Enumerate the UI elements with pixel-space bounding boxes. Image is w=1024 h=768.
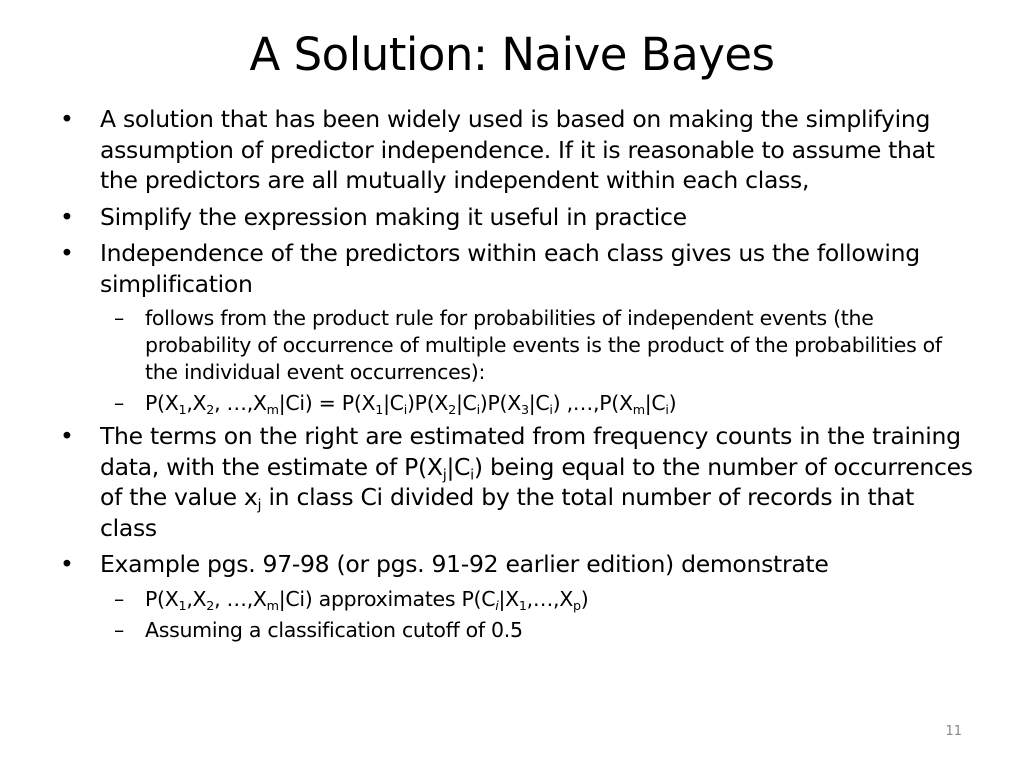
bullet-text: Example pgs. 97-98 (or pgs. 91-92 earlier edition) demonstrate	[100, 550, 829, 578]
bullet-icon: •	[60, 105, 74, 133]
bullet-text: Assuming a classification cutoff of 0.5	[145, 617, 523, 642]
sub-bullet-item	[55, 586, 975, 613]
sub-bullet-item	[55, 305, 975, 386]
dash-icon: –	[114, 391, 124, 415]
dash-icon: –	[114, 306, 124, 330]
bullet-icon: •	[60, 202, 74, 231]
dash-icon: –	[114, 586, 124, 611]
bullet-text: Simplify the expression making it useful in practice	[100, 202, 687, 231]
page-number: 11	[945, 724, 962, 739]
dash-icon: –	[114, 617, 124, 642]
bullet-list	[55, 104, 975, 648]
bullet-item	[55, 202, 975, 233]
slide-title: A Solution: Naive Bayes	[249, 28, 775, 81]
bullet-text: The terms on the right are estimated from frequency counts in the training data, with the estimate of $P(X_j|C_i)$ being equal to the number of occurrences of the value $x_j$ in class Ci divided by the total number of records in that class	[100, 422, 973, 542]
bullet-text: $P(X_1,X_2$, $\dots,X_m|Ci) = P(X_1|C_i)P(X_2|C_i)P(X_3|C_i)$ $,\dots,P(X_m|C_i)$	[145, 391, 677, 417]
bullet-text: $P(X_1,X_2$, $\dots,X_m|Ci$) approximates $P(C_i|X_1,\dots,X_p)$	[145, 586, 589, 613]
bullet-item	[55, 421, 975, 543]
bullet-text: follows from the product rule for probabilities of independent events (the probability of occurrence of multiple events is the product of the probabilities of the individual event occurrences):	[145, 306, 942, 384]
bullet-icon: •	[60, 550, 74, 578]
bullet-icon: •	[60, 422, 74, 450]
bullet-item	[55, 238, 975, 299]
sub-bullet-item	[55, 390, 975, 417]
sub-bullet-item	[55, 617, 975, 644]
bullet-icon: •	[60, 239, 74, 267]
bullet-text: Independence of the predictors within each class gives us the following simplification	[100, 239, 920, 298]
bullet-item	[55, 104, 975, 196]
bullet-item	[55, 549, 975, 580]
bullet-text: A solution that has been widely used is based on making the simplifying assumption of predictor independence. If it is reasonable to assume that the predictors are all mutually independent within each class,	[100, 105, 935, 194]
